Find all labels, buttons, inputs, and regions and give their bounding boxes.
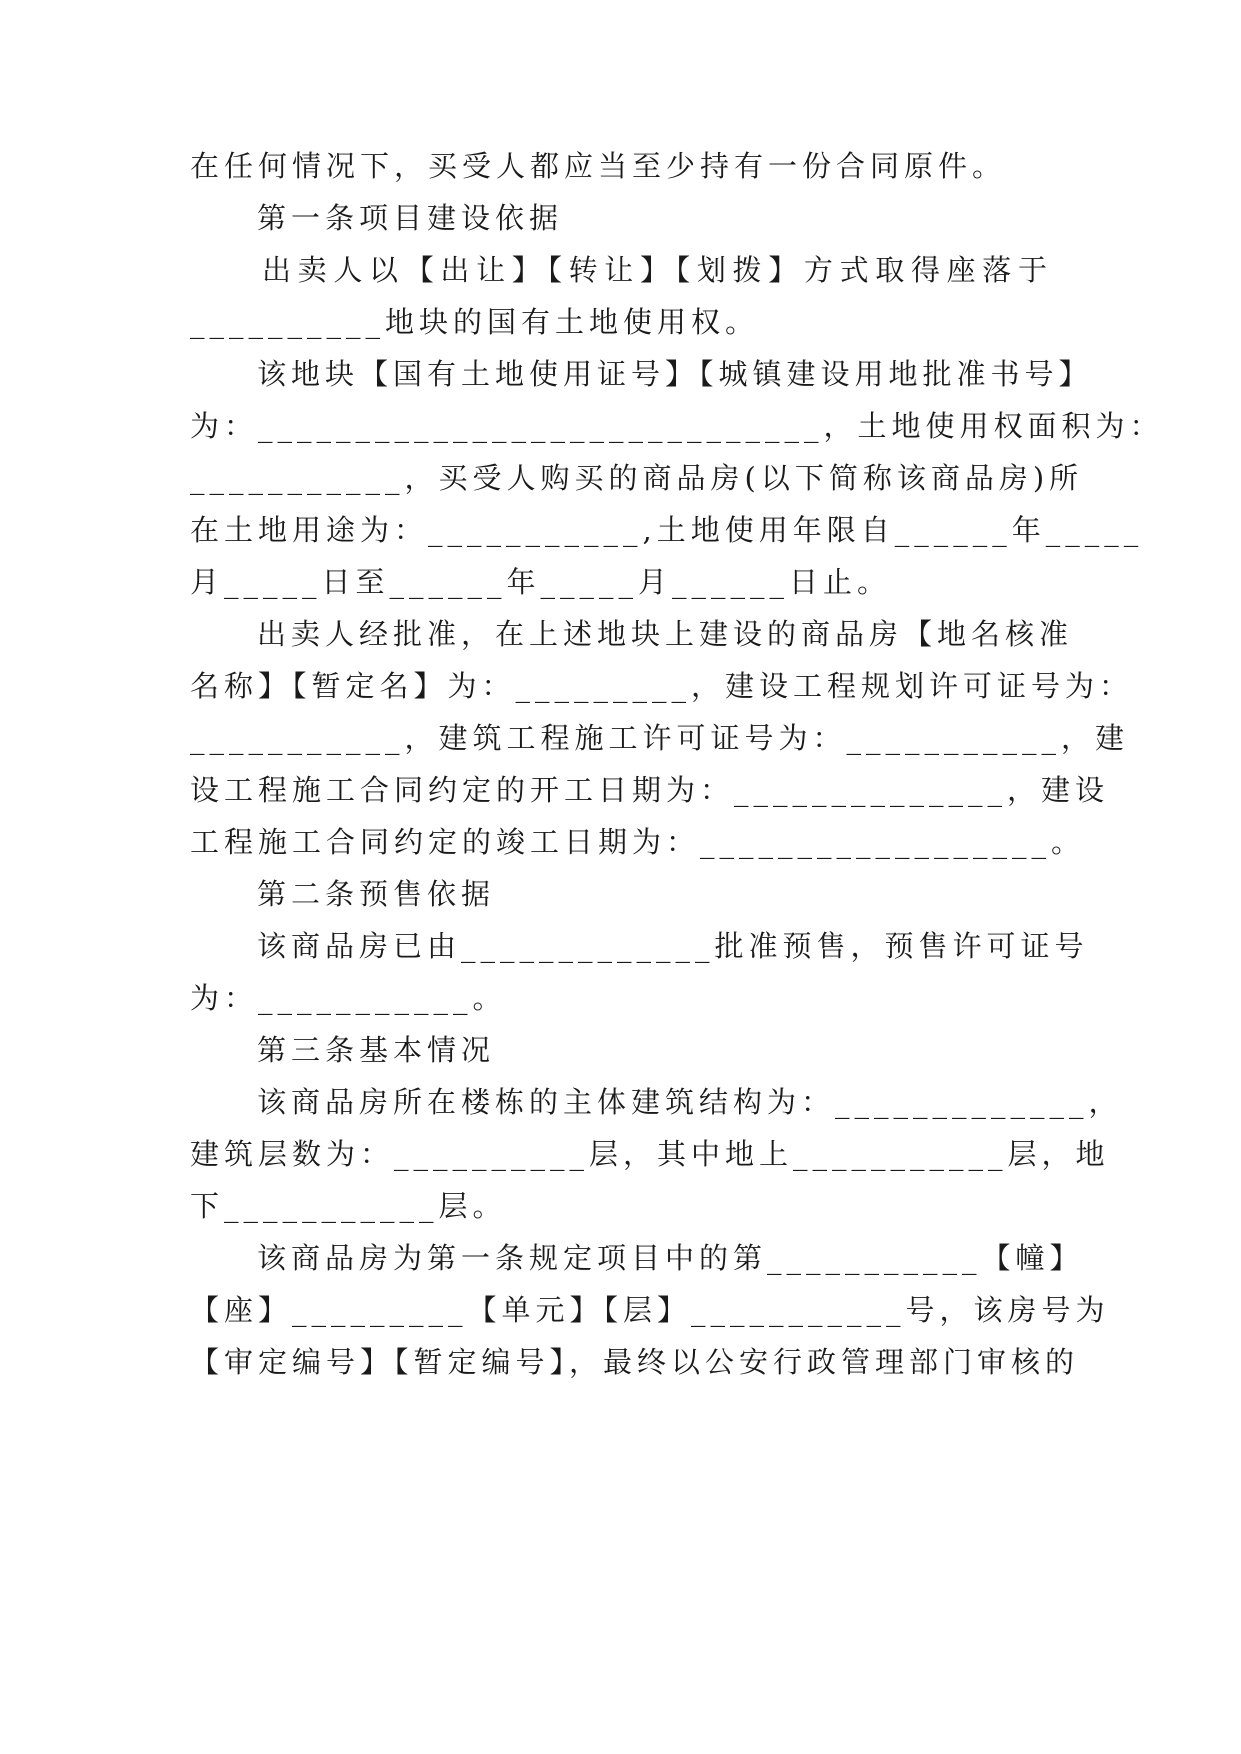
paragraph-line: 【审定编号】【暂定编号】，最终以公安行政管理部门审核的 [190,1345,1080,1379]
paragraph-line: 在土地用途为：___________,土地使用年限自______年_____ [190,513,1144,547]
paragraph-line: 工程施工合同约定的竣工日期为：__________________。 [190,825,1086,859]
paragraph-line: 该商品房为第一条规定项目中的第___________【幢】 [257,1241,1084,1275]
paragraph-line: 建筑层数为：__________层，其中地上___________层，地 [190,1137,1110,1171]
paragraph-line: 出卖人经批准，在上述地块上建设的商品房【地名核准 [257,617,1074,651]
paragraph-line: __________地块的国有土地使用权。 [190,305,760,339]
paragraph-line: 在任何情况下，买受人都应当至少持有一份合同原件。 [190,149,1007,183]
paragraph-line: 【座】_________【单元】【层】___________号，该房号为 [190,1293,1110,1327]
paragraph-line: 出卖人以【出让】【转让】【划拨】方式取得座落于 [262,253,1052,287]
paragraph-line: ___________，买受人购买的商品房(以下简称该商品房)所 [190,461,1084,495]
section-heading-article-1: 第一条项目建设依据 [257,201,564,235]
paragraph-line: 为：_____________________________，土地使用权面积为： [190,409,1164,443]
paragraph-line: 名称】【暂定名】为：_________，建设工程规划许可证号为： [190,669,1134,703]
paragraph-line: ___________，建筑工程施工许可证号为：___________，建 [190,721,1130,755]
paragraph-line: 月_____日至______年_____月______日止。 [190,565,892,599]
section-heading-article-3: 第三条基本情况 [257,1033,496,1067]
paragraph-line: 该商品房已由_____________批准预售，预售许可证号 [257,929,1089,963]
paragraph-line: 下___________层。 [190,1189,507,1223]
section-heading-article-2: 第二条预售依据 [257,877,496,911]
paragraph-line: 该地块【国有土地使用证号】【城镇建设用地批准书号】 [257,357,1093,391]
paragraph-line: 设工程施工合同约定的开工日期为：______________，建设 [190,773,1110,807]
paragraph-line: 该商品房所在楼栋的主体建筑结构为：_____________， [257,1085,1123,1119]
paragraph-line: 为：___________。 [190,981,507,1015]
